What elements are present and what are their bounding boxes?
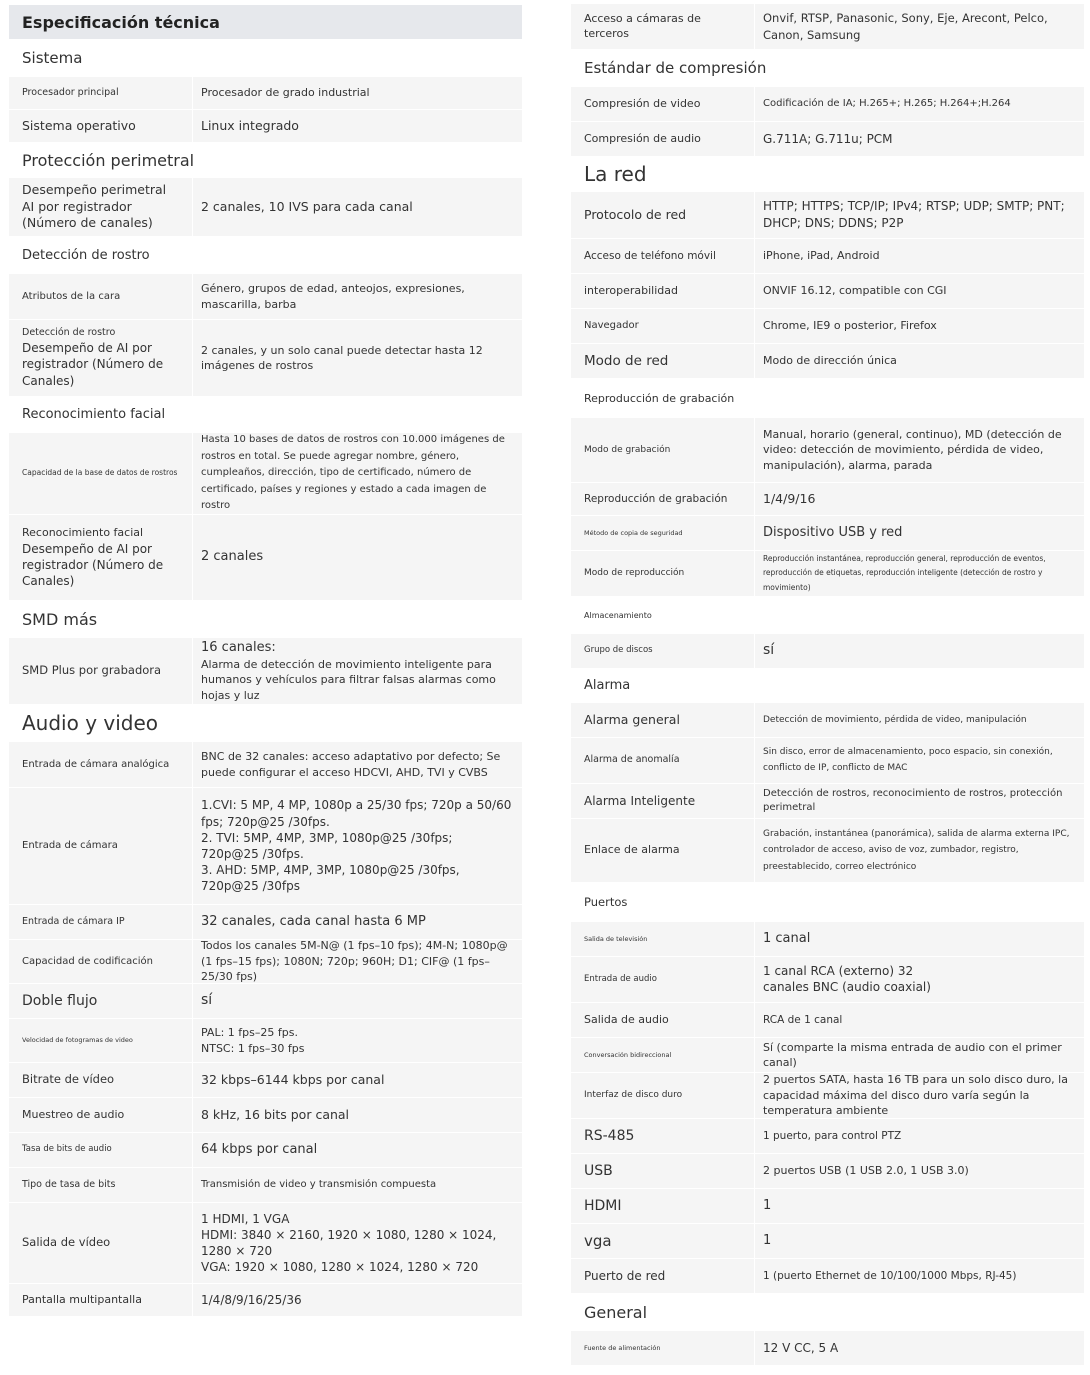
row-alarma-general	[571, 703, 1084, 737]
row-label: Salida de audio	[571, 1003, 754, 1037]
row-label: Salida de televisión	[571, 922, 754, 956]
row-grupo-discos	[571, 634, 1084, 668]
section-puertos: Puertos	[584, 895, 628, 909]
row-label: Detección de rostro Desempeño de AI por registrador (Número de Canales)	[9, 320, 192, 396]
row-copia	[571, 516, 1084, 550]
row-value: 16 canales: Alarma de detección de movimiento inteligente para humanos y vehículos para filtrar falsas alarmas como hojas y luz	[193, 638, 522, 704]
section-smd: SMD más	[22, 609, 98, 629]
row-inteligente	[571, 784, 1084, 818]
row-label: Compresión de video	[571, 87, 754, 121]
row-procesador	[9, 77, 522, 109]
section-sistema: Sistema	[22, 49, 83, 67]
row-label: Acceso de teléfono móvil	[571, 239, 754, 273]
row-modo-grab	[571, 418, 1084, 482]
row-value: Codificación de IA; H.265+; H.265; H.264+;H.264	[755, 87, 1084, 121]
row-modo-repro	[571, 551, 1084, 596]
row-smd-plus	[9, 638, 522, 704]
row-value: Modo de dirección única	[755, 344, 1084, 378]
row-label: Capacidad de la base de datos de rostros	[9, 433, 192, 514]
row-value: Sin disco, error de almacenamiento, poco espacio, sin conexión, conflicto de IP, conflicto de MAC	[755, 738, 1084, 783]
row-salida-video	[9, 1203, 522, 1283]
spec-title-text: Especificación técnica	[22, 12, 220, 32]
row-label: Grupo de discos	[571, 634, 754, 668]
row-label: Sistema operativo	[9, 110, 192, 142]
spec-column-right	[571, 0, 1084, 1365]
row-terceros	[571, 4, 1084, 49]
row-label: SMD Plus por grabadora	[9, 638, 192, 704]
row-anomalia	[571, 738, 1084, 783]
row-label: Enlace de alarma	[571, 819, 754, 882]
row-codificacion	[9, 940, 522, 983]
row-protocolo	[571, 192, 1084, 238]
row-bidireccional	[571, 1038, 1084, 1072]
section-red: La red	[584, 162, 647, 186]
row-fuente	[571, 1331, 1084, 1365]
row-rs485	[571, 1119, 1084, 1153]
row-label: Reproducción de grabación	[571, 483, 754, 515]
row-label: Conversación bidireccional	[571, 1038, 754, 1072]
row-label: Muestreo de audio	[9, 1098, 192, 1132]
spec-title	[9, 5, 522, 39]
row-atributos	[9, 274, 522, 319]
row-value: Onvif, RTSP, Panasonic, Sony, Eje, Arecont, Pelco, Canon, Samsung	[755, 4, 1084, 49]
row-value: Sí (comparte la misma entrada de audio con el primer canal)	[755, 1038, 1084, 1072]
row-value: Hasta 10 bases de datos de rostros con 10.000 imágenes de rostros en total. Se puede agregar nombre, género, cumpleaños, dirección, tipo de certificado, número de certificado, países y regiones y estado a cada imagen de rostro	[193, 433, 522, 514]
row-value: Chrome, IE9 o posterior, Firefox	[755, 309, 1084, 343]
row-comp-video	[571, 87, 1084, 121]
row-value: 1 (puerto Ethernet de 10/100/1000 Mbps, RJ-45)	[755, 1259, 1084, 1293]
row-tasa-audio	[9, 1133, 522, 1167]
row-value: 1.CVI: 5 MP, 4 MP, 1080p a 25/30 fps; 720p a 50/60 fps; 720p@25 /30fps. 2. TVI: 5MP, 4MP, 3MP, 1080p@25 /30fps; 720p@25 /30fps. 3. AHD: 5MP, 4MP, 3MP, 1080p@25 /30fps, 720p@25 /30fps	[193, 788, 522, 904]
row-label: Reconocimiento facial Desempeño de AI por registrador (Número de Canales)	[9, 515, 192, 600]
section-reproduccion: Reproducción de grabación	[584, 391, 735, 405]
row-bitrate	[9, 1063, 522, 1097]
row-vga	[571, 1224, 1084, 1258]
row-label: Fuente de alimentación	[571, 1331, 754, 1365]
row-value: 1/4/9/16	[755, 483, 1084, 515]
row-value: Detección de rostros, reconocimiento de rostros, protección perimetral	[755, 784, 1084, 818]
row-label: Entrada de cámara	[9, 788, 192, 904]
row-label: Bitrate de vídeo	[9, 1063, 192, 1097]
row-label: USB	[571, 1154, 754, 1188]
row-movil	[571, 239, 1084, 273]
row-value: Dispositivo USB y red	[755, 516, 1084, 550]
row-label: Salida de vídeo	[9, 1203, 192, 1283]
row-value: Linux integrado	[193, 110, 522, 142]
row-recon-ai	[9, 515, 522, 600]
row-label: Método de copia de seguridad	[571, 516, 754, 550]
row-value: Detección de movimiento, pérdida de video, manipulación	[755, 703, 1084, 737]
row-label: Acceso a cámaras de terceros	[571, 4, 754, 49]
row-value: 1 HDMI, 1 VGA HDMI: 3840 × 2160, 1920 × 1080, 1280 × 1024, 1280 × 720 VGA: 1920 × 1080, 1280 × 1024, 1280 × 720	[193, 1203, 522, 1283]
row-enlace	[571, 819, 1084, 882]
row-value: 32 kbps–6144 kbps por canal	[193, 1063, 522, 1097]
row-value: 1 canal	[755, 922, 1084, 956]
row-perimetral	[9, 178, 522, 236]
row-doble-flujo	[9, 984, 522, 1018]
row-value: PAL: 1 fps–25 fps. NTSC: 1 fps–30 fps	[193, 1019, 522, 1062]
row-value: 1 canal RCA (externo) 32 canales BNC (audio coaxial)	[755, 957, 1084, 1002]
row-comp-audio	[571, 122, 1084, 156]
row-value: 2 puertos USB (1 USB 2.0, 1 USB 3.0)	[755, 1154, 1084, 1188]
row-value: 2 canales	[193, 515, 522, 600]
row-value: sí	[755, 634, 1084, 668]
row-value: BNC de 32 canales: acceso adaptativo por defecto; Se puede configurar el acceso HDCVI, AHD, TVI y CVBS	[193, 742, 522, 787]
section-almacenamiento: Almacenamiento	[584, 610, 652, 620]
row-salida-tv	[571, 922, 1084, 956]
row-value: 1 puerto, para control PTZ	[755, 1119, 1084, 1153]
row-puerto-red	[571, 1259, 1084, 1293]
row-value: Transmisión de video y transmisión compuesta	[193, 1168, 522, 1202]
section-proteccion: Protección perimetral	[22, 150, 195, 170]
row-analogica	[9, 742, 522, 787]
row-value: 12 V CC, 5 A	[755, 1331, 1084, 1365]
row-value: Manual, horario (general, continuo), MD (detección de video: detección de movimiento, pérdida de video, manipulación), alarma, parada	[755, 418, 1084, 482]
row-label: Desempeño perimetral AI por registrador (Número de canales)	[9, 178, 192, 236]
row-label: Doble flujo	[9, 984, 192, 1018]
row-muestreo	[9, 1098, 522, 1132]
row-label: RS-485	[571, 1119, 754, 1153]
row-label: Alarma Inteligente	[571, 784, 754, 818]
row-value: ONVIF 16.12, compatible con CGI	[755, 274, 1084, 308]
section-general: General	[584, 1302, 648, 1322]
row-label: Navegador	[571, 309, 754, 343]
row-interop	[571, 274, 1084, 308]
row-label: Compresión de audio	[571, 122, 754, 156]
section-reconocimiento: Reconocimiento facial	[22, 407, 166, 422]
row-label: Entrada de cámara IP	[9, 905, 192, 939]
row-label: Puerto de red	[571, 1259, 754, 1293]
section-compresion: Estándar de compresión	[584, 59, 767, 77]
row-value: 2 canales, 10 IVS para cada canal	[193, 178, 522, 236]
row-value: Género, grupos de edad, anteojos, expresiones, mascarilla, barba	[193, 274, 522, 319]
row-fotogramas	[9, 1019, 522, 1062]
row-label: Modo de grabación	[571, 418, 754, 482]
row-value: 32 canales, cada canal hasta 6 MP	[193, 905, 522, 939]
row-camara-ip	[9, 905, 522, 939]
row-so	[9, 110, 522, 142]
row-label: Alarma de anomalía	[571, 738, 754, 783]
section-deteccion-rostro: Detección de rostro	[22, 247, 150, 263]
row-value: 1/4/8/9/16/25/36	[193, 1284, 522, 1316]
row-value: RCA de 1 canal	[755, 1003, 1084, 1037]
row-det-rostro-ai	[9, 320, 522, 396]
row-value: 64 kbps por canal	[193, 1133, 522, 1167]
row-navegador	[571, 309, 1084, 343]
row-value: Grabación, instantánea (panorámica), salida de alarma externa IPC, controlador de acceso, aviso de voz, zumbador, registro, preestablecido, correo electrónico	[755, 819, 1084, 882]
row-label: Interfaz de disco duro	[571, 1073, 754, 1118]
row-value: HTTP; HTTPS; TCP/IP; IPv4; RTSP; UDP; SMTP; PNT; DHCP; DNS; DDNS; P2P	[755, 192, 1084, 238]
row-value: Todos los canales 5M-N@ (1 fps–10 fps); 4M-N; 1080p@ (1 fps–15 fps); 1080N; 720p; 960H; D1; CIF@ (1 fps–25/30 fps)	[193, 940, 522, 983]
row-label: Modo de red	[571, 344, 754, 378]
row-value: 2 canales, y un solo canal puede detectar hasta 12 imágenes de rostros	[193, 320, 522, 396]
row-value: 2 puertos SATA, hasta 16 TB para un solo disco duro, la capacidad máxima del disco duro varía según la temperatura ambiente	[755, 1073, 1084, 1118]
row-value: iPhone, iPad, Android	[755, 239, 1084, 273]
row-label: Capacidad de codificación	[9, 940, 192, 983]
row-label: Alarma general	[571, 703, 754, 737]
row-label: Velocidad de fotogramas de video	[9, 1019, 192, 1062]
row-value: 1	[755, 1224, 1084, 1258]
row-label: Entrada de cámara analógica	[9, 742, 192, 787]
row-disco-duro	[571, 1073, 1084, 1118]
row-value: 1	[755, 1189, 1084, 1223]
section-audio-video: Audio y video	[22, 711, 159, 735]
row-label: Protocolo de red	[571, 192, 754, 238]
row-label: Tasa de bits de audio	[9, 1133, 192, 1167]
row-salida-audio	[571, 1003, 1084, 1037]
row-entrada-audio	[571, 957, 1084, 1002]
row-label: vga	[571, 1224, 754, 1258]
row-label: HDMI	[571, 1189, 754, 1223]
row-label: Procesador principal	[9, 77, 192, 109]
row-label: Pantalla multipantalla	[9, 1284, 192, 1316]
row-label: Tipo de tasa de bits	[9, 1168, 192, 1202]
row-multipantalla	[9, 1284, 522, 1316]
row-tipo-tasa	[9, 1168, 522, 1202]
row-value: sí	[193, 984, 522, 1018]
row-repro-grab	[571, 483, 1084, 515]
row-usb	[571, 1154, 1084, 1188]
row-hdmi	[571, 1189, 1084, 1223]
row-label: Entrada de audio	[571, 957, 754, 1002]
section-alarma: Alarma	[584, 678, 631, 693]
row-value: Reproducción instantánea, reproducción general, reproducción de eventos, reproducción de etiquetas, reproducción inteligente (detección de rostro y movimiento)	[755, 551, 1084, 596]
row-label: Atributos de la cara	[9, 274, 192, 319]
row-label: interoperabilidad	[571, 274, 754, 308]
row-capacidad-bd	[9, 433, 522, 514]
spec-column-left	[9, 0, 522, 1316]
row-value: 8 kHz, 16 bits por canal	[193, 1098, 522, 1132]
row-value: Procesador de grado industrial	[193, 77, 522, 109]
row-label: Modo de reproducción	[571, 551, 754, 596]
row-entrada-camara	[9, 788, 522, 904]
row-modo-red	[571, 344, 1084, 378]
row-value: G.711A; G.711u; PCM	[755, 122, 1084, 156]
